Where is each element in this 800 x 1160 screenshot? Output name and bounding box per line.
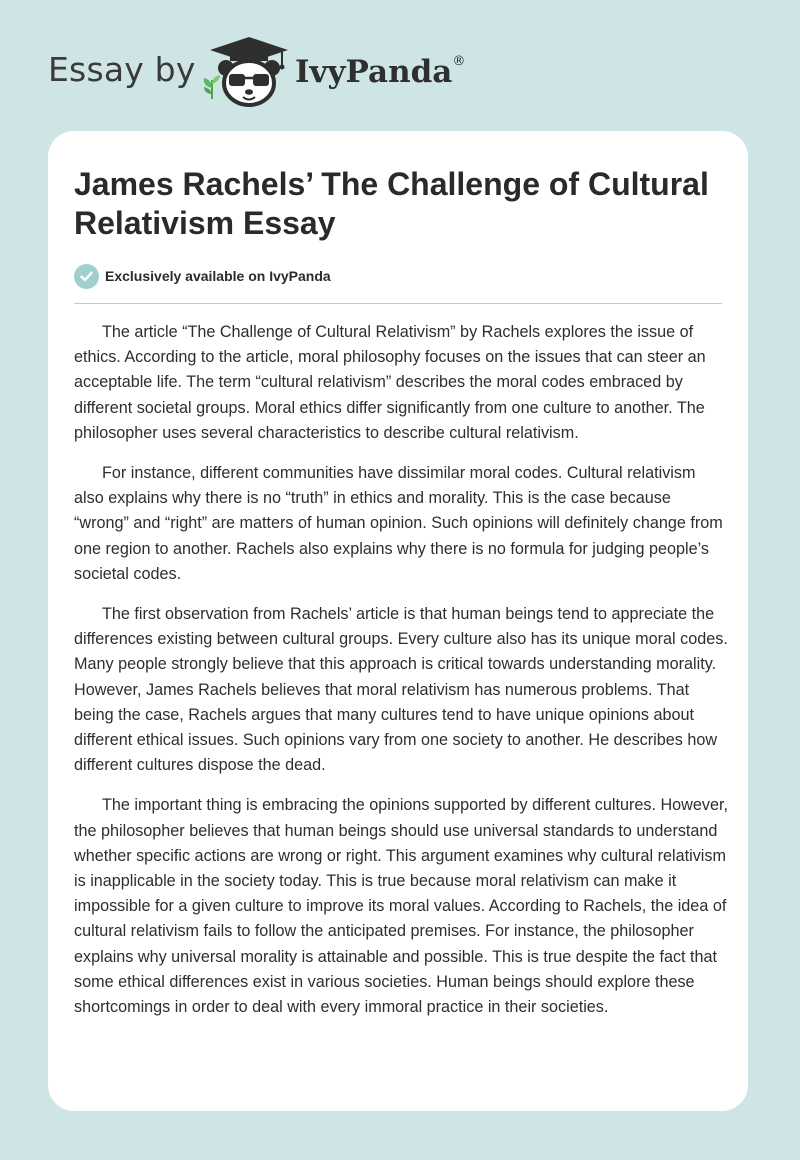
essay-body (74, 320, 728, 1035)
essay-title: James Rachels’ The Challenge of Cultural Relativism Essay (74, 166, 709, 241)
brand-text: IvyPanda (295, 54, 453, 90)
paragraph: The first observation from Rachels’ article is that human beings tend to appreciate the differences existing between cultural groups. Every culture also has its unique moral codes. Many people strongly believe that this approach is critical towards understanding morality. However, James Rachels believes that moral relativism has numerous problems. That being the case, Rachels argues that many cultures tend to have unique opinions about different ethical issues. Such opinions vary from one society to another. He describes how different cultures dispose the dead. (74, 605, 728, 775)
paragraph: For instance, different communities have dissimilar moral codes. Cultural relativism also explains why there is no “truth” in ethics and morality. This is the case because “wrong” and “right” are matters of human opinion. Such opinions will definitely change from one region to another. Rachels also explains why there is no formula for judging people’s societal codes. (74, 464, 723, 583)
panda-graduate-icon (208, 36, 290, 108)
site-header (48, 34, 548, 114)
essay-card (48, 131, 748, 1111)
paragraph: The article “The Challenge of Cultural Relativism” by Rachels explores the issue of ethics. According to the article, moral philosophy focuses on the issues that can steer an acceptable life. The term “cultural relativism” describes the moral codes embraced by different societal groups. Moral ethics differ significantly from one culture to another. The philosopher uses several characteristics to describe cultural relativism. (74, 323, 706, 442)
registered-mark: ® (452, 53, 466, 69)
essay-by-label: Essay by (48, 50, 196, 89)
checkmark-icon (74, 264, 99, 289)
paragraph: The important thing is embracing the opinions supported by different cultures. However, the philosopher believes that human beings should use universal standards to understand whether specific actions are wrong or right. This argument examines why cultural relativism is inapplicable in the society today. This is true because moral relativism can make it impossible for a given culture to improve its moral values. According to Rachels, the idea of cultural relativism fails to follow the anticipated premises. For instance, the philosopher explains why universal morality is attainable and possible. This is true despite the fact that some ethical differences exist in various societies. Human beings should explore these shortcomings in order to deal with every immoral practice in their societies. (74, 796, 728, 1017)
brand-name (295, 54, 465, 90)
title-divider (74, 303, 722, 304)
exclusive-badge-text: Exclusively available on IvyPanda (105, 268, 331, 284)
exclusive-badge (74, 263, 331, 289)
